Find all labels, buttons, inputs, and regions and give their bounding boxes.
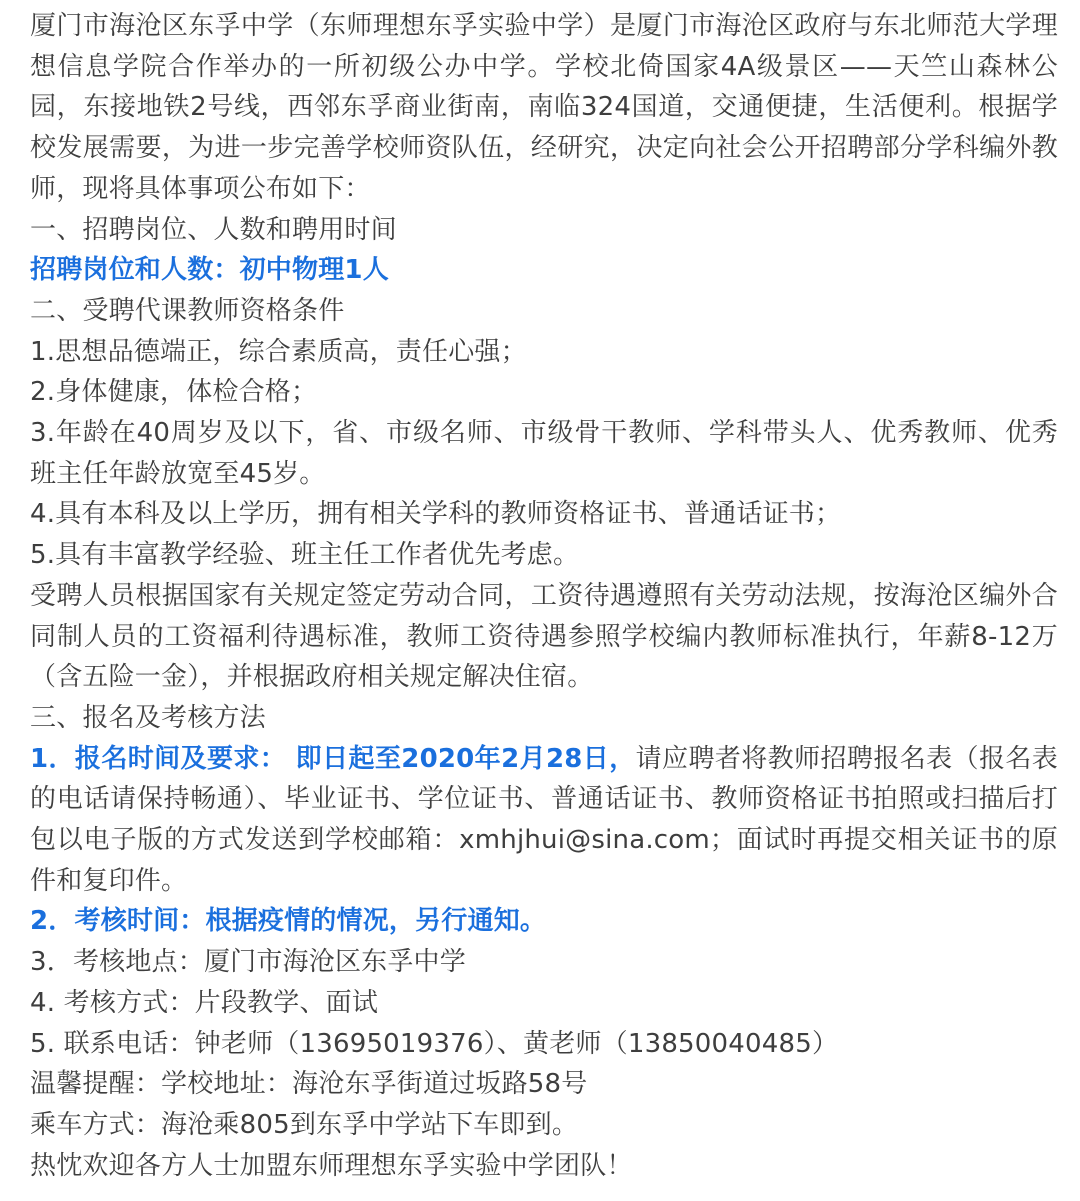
- reminder-address: 温馨提醒：学校地址：海沧东孚街道过坂路58号: [30, 1069, 588, 1100]
- section2-heading: 二、受聘代课教师资格条件: [30, 295, 345, 326]
- contract-paragraph: 受聘人员根据国家有关规定签定劳动合同，工资待遇遵照有关劳动法规，按海沧区编外合同制人员的工资福利待遇标准，教师工资待遇参照学校编内教师标准执行，年薪8-12万（含五险一金），并根据政府相关规定解决住宿。: [30, 580, 1058, 693]
- qualification-item: 2.身体健康，体检合格；: [30, 377, 318, 408]
- qualification-item: 3.年龄在40周岁及以下，省、市级名师、市级骨干教师、学科带头人、优秀教师、优秀班主任年龄放宽至45岁。: [30, 418, 1058, 489]
- registration-paragraph: [30, 739, 1058, 902]
- positions-highlight: 招聘岗位和人数：初中物理1人: [30, 255, 389, 286]
- contact-phone: 5. 联系电话：钟老师（13695019376）、黄老师（13850040485）: [30, 1028, 839, 1059]
- qualification-item: 4.具有本科及以上学历，拥有相关学科的教师资格证书、普通话证书；: [30, 499, 842, 530]
- assessment-method: 4. 考核方式：片段教学、面试: [30, 987, 379, 1018]
- closing-line: 热忱欢迎各方人士加盟东师理想东孚实验中学团队！: [30, 1150, 633, 1181]
- section1-heading: 一、招聘岗位、人数和聘用时间: [30, 214, 397, 245]
- section3-heading: 三、报名及考核方法: [30, 702, 266, 733]
- transport-info: 乘车方式：海沧乘805到东孚中学站下车即到。: [30, 1109, 579, 1140]
- assessment-location: 3．考核地点：厦门市海沧区东孚中学: [30, 947, 466, 978]
- registration-highlight: 1．报名时间及要求： 即日起至2020年2月28日，: [30, 743, 636, 774]
- intro-paragraph: 厦门市海沧区东孚中学（东师理想东孚实验中学）是厦门市海沧区政府与东北师范大学理想信息学院合作举办的一所初级公办中学。学校北倚国家4A级景区——天竺山森林公园，东接地铁2号线，西邻东孚商业街南，南临324国道，交通便捷，生活便利。根据学校发展需要，为进一步完善学校师资队伍，经研究，决定向社会公开招聘部分学科编外教师，现将具体事项公布如下：: [30, 11, 1058, 204]
- qualification-item: 5.具有丰富教学经验、班主任工作者优先考虑。: [30, 540, 580, 571]
- registration-text: 请应聘者将教师招聘报名表（报名表的电话请保持畅通）、毕业证书、学位证书、普通话证书、教师资格证书拍照或扫描后打包以电子版的方式发送到学校邮箱：xmhjhui@sina.com；面试时再提交相关证书的原件和复印件。: [30, 743, 1058, 896]
- qualification-item: 1.思想品德端正，综合素质高，责任心强；: [30, 336, 527, 367]
- assessment-time-highlight: 2．考核时间：根据疫情的情况，另行通知。: [30, 906, 547, 937]
